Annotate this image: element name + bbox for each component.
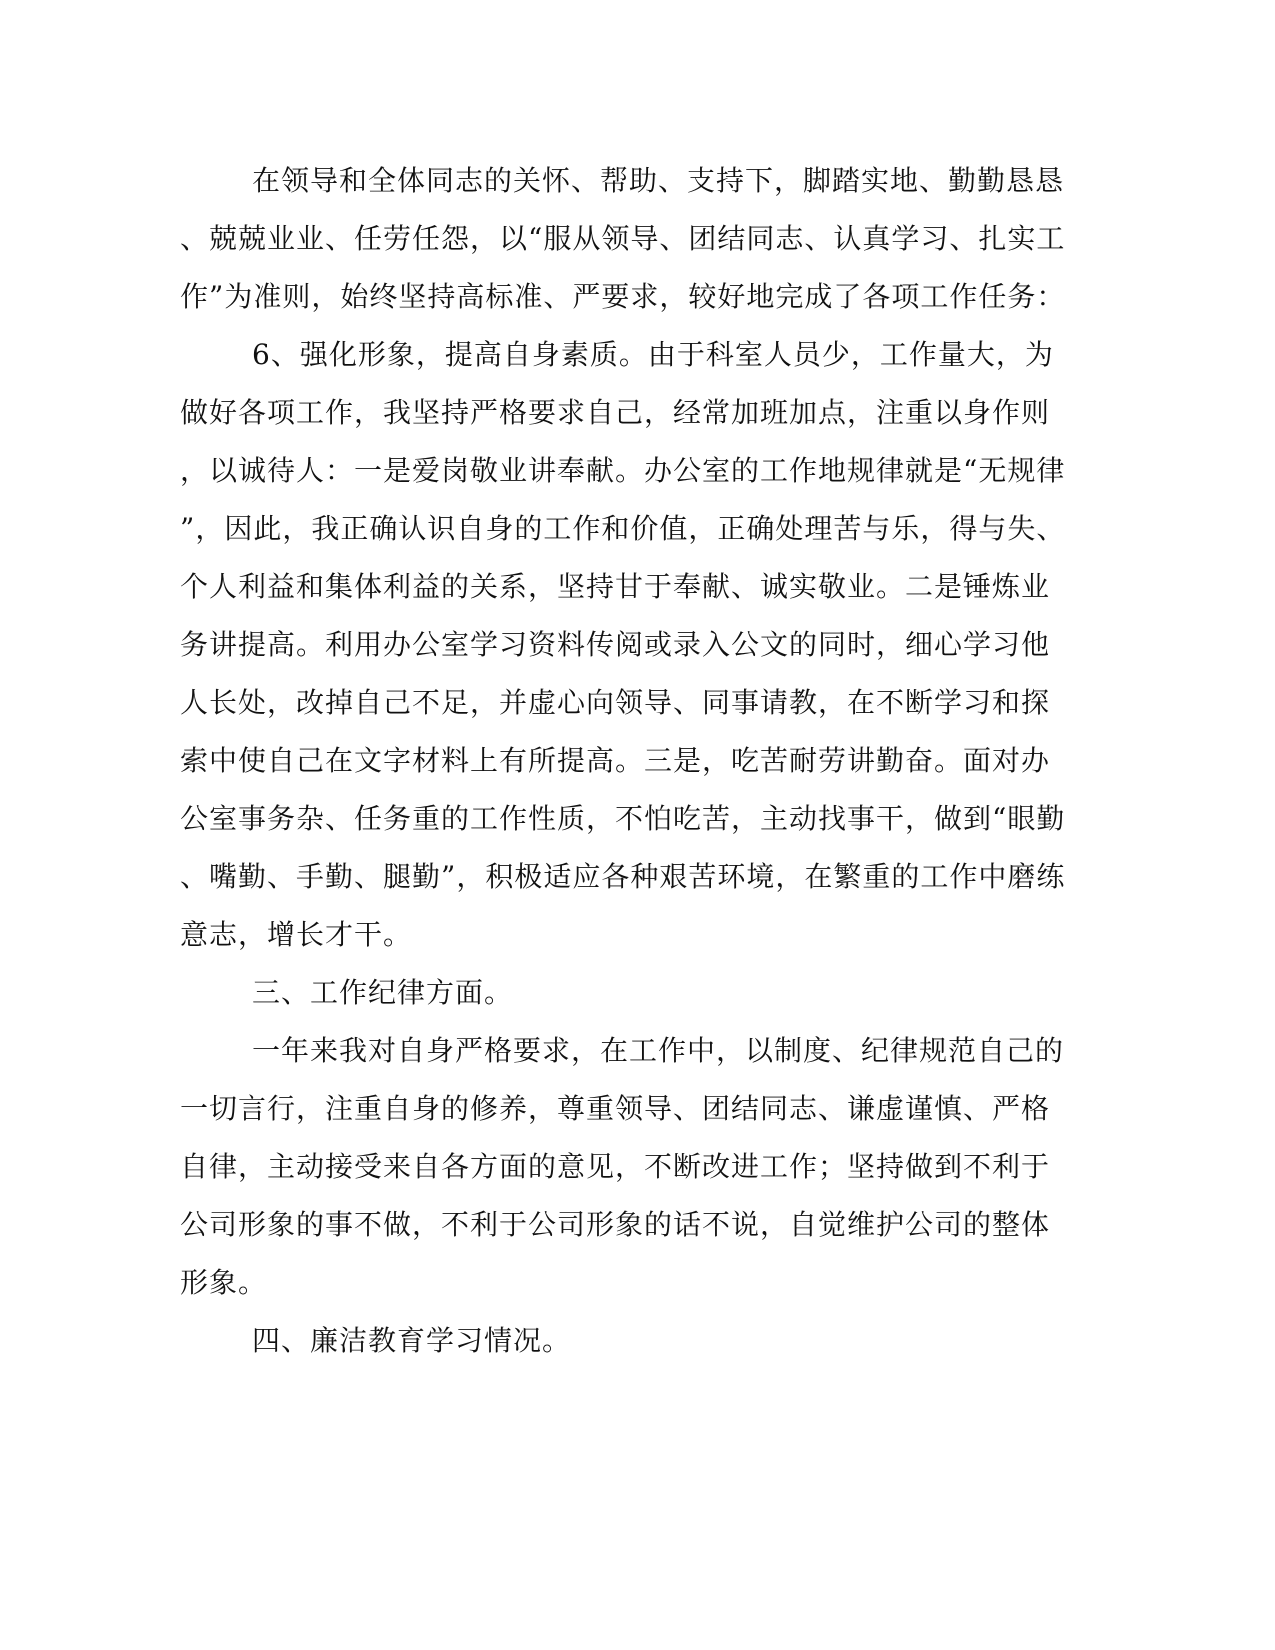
section-heading-integrity: [180, 1312, 1025, 1370]
section-heading-discipline: [180, 964, 1025, 1022]
paragraph-line: 形象。: [180, 1266, 268, 1299]
paragraph-line: ”，因此，我正确认识自身的工作和价值，正确处理苦与乐，得与失、: [180, 512, 1066, 545]
paragraph-line: 公室事务杂、任务重的工作性质，不怕吃苦，主动找事干，做到“眼勤: [180, 802, 1066, 835]
paragraph-item-6: [180, 326, 1066, 964]
document-page: [180, 152, 1066, 1370]
paragraph-line: 个人利益和集体利益的关系，坚持甘于奉献、诚实敬业。二是锤炼业: [180, 570, 1051, 603]
paragraph-line: 在领导和全体同志的关怀、帮助、支持下，脚踏实地、勤勤恳恳: [252, 164, 1065, 197]
paragraph-line: 作”为准则，始终坚持高标准、严要求，较好地完成了各项工作任务：: [180, 280, 1066, 313]
section-heading: 三、工作纪律方面。: [252, 976, 514, 1009]
paragraph-line: 人长处，改掉自己不足，并虚心向领导、同事请教，在不断学习和探: [180, 686, 1051, 719]
paragraph-line: 公司形象的事不做，不利于公司形象的话不说，自觉维护公司的整体: [180, 1208, 1051, 1241]
paragraph-intro: [180, 152, 1066, 326]
paragraph-line: 意志，增长才干。: [180, 918, 413, 951]
paragraph-line: 务讲提高。利用办公室学习资料传阅或录入公文的同时，细心学习他: [180, 628, 1051, 661]
paragraph-line: 6、强化形象，提高自身素质。由于科室人员少，工作量大，为: [252, 338, 1054, 371]
paragraph-line: 索中使自己在文字材料上有所提高。三是，吃苦耐劳讲勤奋。面对办: [180, 744, 1051, 777]
paragraph-line: 自律，主动接受来自各方面的意见，不断改进工作；坚持做到不利于: [180, 1150, 1051, 1183]
paragraph-line: 做好各项工作，我坚持严格要求自己，经常加班加点，注重以身作则: [180, 396, 1051, 429]
paragraph-discipline: [180, 1022, 1065, 1312]
section-heading: 四、廉洁教育学习情况。: [252, 1324, 572, 1357]
paragraph-line: ，以诚待人：一是爱岗敬业讲奉献。办公室的工作地规律就是“无规律: [180, 454, 1066, 487]
paragraph-line: 一年来我对自身严格要求，在工作中，以制度、纪律规范自己的: [252, 1034, 1065, 1067]
paragraph-line: 一切言行，注重自身的修养，尊重领导、团结同志、谦虚谨慎、严格: [180, 1092, 1051, 1125]
paragraph-line: 、嘴勤、手勤、腿勤”，积极适应各种艰苦环境，在繁重的工作中磨练: [180, 860, 1066, 893]
paragraph-line: 、兢兢业业、任劳任怨，以“服从领导、团结同志、认真学习、扎实工: [180, 222, 1066, 255]
